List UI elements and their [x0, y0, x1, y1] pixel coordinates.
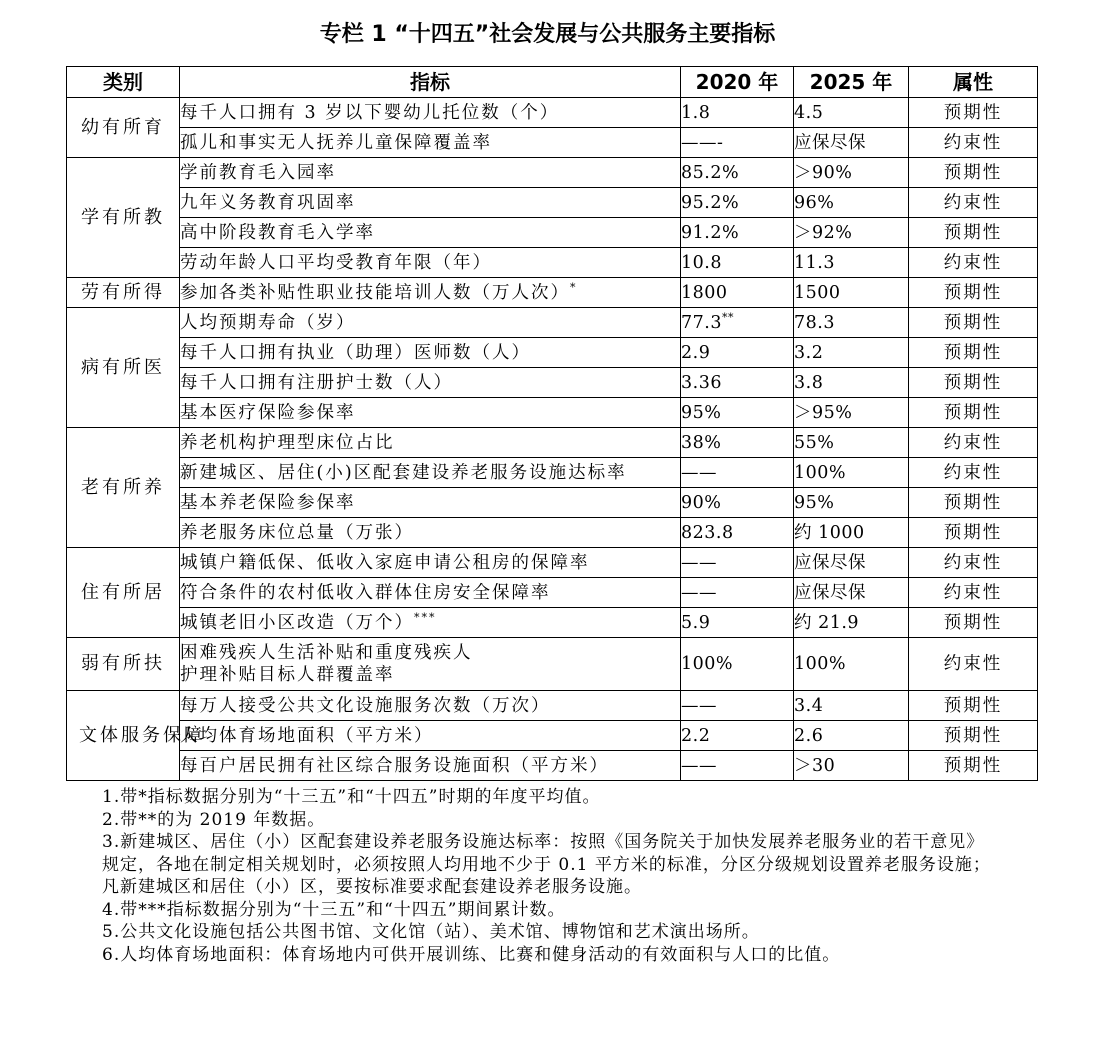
indicator-text: 参加各类补贴性职业技能培训人数（万人次） — [180, 282, 570, 303]
indicator-text: 每千人口拥有 3 岁以下婴幼儿托位数（个） — [180, 102, 560, 123]
value-2020: —— — [681, 462, 717, 483]
indicator-text: 困难残疾人生活补贴和重度残疾人 — [180, 643, 473, 663]
indicator-text: 基本医疗保险参保率 — [180, 402, 356, 423]
indicator-cell — [180, 721, 681, 751]
attribute-cell: 预期性 — [909, 98, 1038, 128]
category-cell: 文体服务保障 — [67, 691, 180, 781]
table-row — [67, 308, 1038, 338]
value-2020-cell — [681, 188, 794, 218]
table-row — [67, 398, 1038, 428]
indicator-cell — [180, 248, 681, 278]
value-2025: 100% — [794, 458, 909, 488]
indicator-text: 基本养老保险参保率 — [180, 492, 356, 513]
table-row — [67, 98, 1038, 128]
attribute-cell: 约束性 — [909, 578, 1038, 608]
table-row — [67, 751, 1038, 781]
table-row — [67, 188, 1038, 218]
footnote-mark: ** — [721, 310, 734, 324]
indicator-cell — [180, 638, 681, 691]
value-2020: 95.2% — [681, 192, 740, 213]
value-2025: 11.3 — [794, 248, 909, 278]
header-indicator: 指标 — [180, 67, 681, 98]
attribute-cell: 预期性 — [909, 751, 1038, 781]
indicator-cell — [180, 308, 681, 338]
indicator-text: 符合条件的农村低收入群体住房安全保障率 — [180, 582, 551, 603]
value-2020: 1.8 — [681, 102, 711, 123]
table-row — [67, 518, 1038, 548]
value-2020-cell — [681, 691, 794, 721]
value-2020: 91.2% — [681, 222, 740, 243]
attribute-cell: 约束性 — [909, 428, 1038, 458]
indicator-cell — [180, 488, 681, 518]
table-row — [67, 218, 1038, 248]
value-2025: 100% — [794, 638, 909, 691]
attribute-cell: 预期性 — [909, 368, 1038, 398]
indicator-cell — [180, 751, 681, 781]
attribute-cell: 预期性 — [909, 398, 1038, 428]
value-2020: ——- — [681, 132, 724, 153]
value-2025: 约 21.9 — [794, 608, 909, 638]
value-2020-cell — [681, 638, 794, 691]
value-2020: —— — [681, 755, 717, 776]
indicator-text-line2: 护理补贴目标人群覆盖率 — [180, 665, 395, 685]
value-2025: 应保尽保 — [794, 548, 909, 578]
value-2020-cell — [681, 338, 794, 368]
indicator-cell — [180, 368, 681, 398]
indicator-text: 每百户居民拥有社区综合服务设施面积（平方米） — [180, 755, 609, 776]
table-row — [67, 458, 1038, 488]
value-2020-cell — [681, 458, 794, 488]
table-row — [67, 158, 1038, 188]
value-2020: —— — [681, 582, 717, 603]
attribute-cell: 约束性 — [909, 188, 1038, 218]
category-cell: 老有所养 — [67, 428, 180, 548]
attribute-cell: 约束性 — [909, 548, 1038, 578]
value-2025: 4.5 — [794, 98, 909, 128]
value-2020: 823.8 — [681, 522, 734, 543]
value-2025: 55% — [794, 428, 909, 458]
value-2025: ＞90% — [794, 158, 909, 188]
table-body — [67, 98, 1038, 781]
value-2025: 2.6 — [794, 721, 909, 751]
category-cell: 学有所教 — [67, 158, 180, 278]
footnote: 5.公共文化设施包括公共图书馆、文化馆（站）、美术馆、博物馆和艺术演出场所。 — [102, 922, 760, 942]
value-2020: 90% — [681, 492, 722, 513]
footnote: 3.新建城区、居住（小）区配套建设养老服务设施达标率：按照《国务院关于加快发展养老服务业的若干意见》规定，各地在制定相关规划时，必须按照人均用地不少于 0.1 平方米的标准，分区分级规划设置养老服务设施；凡新建城区和居住（小）区，要按标准要求配套建设养老服务设施。 — [102, 832, 991, 897]
indicators-table — [66, 66, 1038, 781]
value-2020-cell — [681, 548, 794, 578]
footnote-mark: * — [570, 280, 578, 294]
value-2020-cell — [681, 751, 794, 781]
table-row — [67, 278, 1038, 308]
value-2020-cell — [681, 398, 794, 428]
table-row — [67, 338, 1038, 368]
category-cell: 劳有所得 — [67, 278, 180, 308]
value-2020-cell — [681, 518, 794, 548]
value-2020: 3.36 — [681, 372, 722, 393]
attribute-cell: 预期性 — [909, 338, 1038, 368]
header-2025: 2025 年 — [794, 67, 909, 98]
table-row — [67, 691, 1038, 721]
indicator-text: 养老机构护理型床位占比 — [180, 432, 395, 453]
category-cell: 幼有所育 — [67, 98, 180, 158]
header-row — [67, 67, 1038, 98]
attribute-cell: 预期性 — [909, 691, 1038, 721]
table-row — [67, 248, 1038, 278]
indicator-cell — [180, 691, 681, 721]
indicator-text: 劳动年龄人口平均受教育年限（年） — [180, 252, 492, 273]
table-row — [67, 578, 1038, 608]
value-2025: 1500 — [794, 278, 909, 308]
footnote: 1.带*指标数据分别为“十三五”和“十四五”时期的年度平均值。 — [102, 787, 601, 807]
value-2020: 85.2% — [681, 162, 740, 183]
indicator-cell — [180, 608, 681, 638]
footnotes — [102, 786, 1002, 966]
value-2025: 约 1000 — [794, 518, 909, 548]
indicator-cell — [180, 338, 681, 368]
indicator-text: 每千人口拥有执业（助理）医师数（人） — [180, 342, 531, 363]
attribute-cell: 预期性 — [909, 218, 1038, 248]
attribute-cell: 约束性 — [909, 248, 1038, 278]
value-2020: 5.9 — [681, 612, 711, 633]
attribute-cell: 预期性 — [909, 158, 1038, 188]
indicator-text: 养老服务床位总量（万张） — [180, 522, 414, 543]
value-2020-cell — [681, 128, 794, 158]
value-2025: ＞95% — [794, 398, 909, 428]
indicator-cell — [180, 278, 681, 308]
indicator-text: 人均体育场地面积（平方米） — [180, 725, 434, 746]
indicator-cell — [180, 218, 681, 248]
value-2020-cell — [681, 158, 794, 188]
table-row — [67, 488, 1038, 518]
table-title: 专栏 1 “十四五”社会发展与公共服务主要指标 — [319, 22, 776, 47]
table-row — [67, 638, 1038, 691]
indicator-text: 新建城区、居住(小)区配套建设养老服务设施达标率 — [180, 462, 627, 483]
value-2025: 3.8 — [794, 368, 909, 398]
value-2020-cell — [681, 278, 794, 308]
header-attribute: 属性 — [909, 67, 1038, 98]
value-2025: 78.3 — [794, 308, 909, 338]
value-2020: 77.3 — [681, 312, 722, 333]
table-row — [67, 368, 1038, 398]
indicator-cell — [180, 128, 681, 158]
table-row — [67, 608, 1038, 638]
attribute-cell: 约束性 — [909, 458, 1038, 488]
attribute-cell: 预期性 — [909, 488, 1038, 518]
indicator-text: 孤儿和事实无人抚养儿童保障覆盖率 — [180, 132, 492, 153]
value-2025: 96% — [794, 188, 909, 218]
indicator-text: 高中阶段教育毛入学率 — [180, 222, 375, 243]
indicator-cell — [180, 578, 681, 608]
footnote: 6.人均体育场地面积：体育场地内可供开展训练、比赛和健身活动的有效面积与人口的比值。 — [102, 944, 841, 965]
category-cell: 住有所居 — [67, 548, 180, 638]
attribute-cell: 预期性 — [909, 518, 1038, 548]
indicator-cell — [180, 518, 681, 548]
value-2020: 10.8 — [681, 252, 722, 273]
attribute-cell: 预期性 — [909, 608, 1038, 638]
value-2020: 2.2 — [681, 725, 711, 746]
value-2020: —— — [681, 695, 717, 716]
value-2020-cell — [681, 721, 794, 751]
indicator-text: 每万人接受公共文化设施服务次数（万次） — [180, 695, 551, 716]
header-2020: 2020 年 — [681, 67, 794, 98]
value-2020-cell — [681, 428, 794, 458]
value-2020-cell — [681, 608, 794, 638]
table-row — [67, 428, 1038, 458]
footnote: 2.带**的为 2019 年数据。 — [102, 809, 326, 830]
indicator-text: 人均预期寿命（岁） — [180, 312, 356, 333]
value-2020-cell — [681, 248, 794, 278]
value-2020-cell — [681, 98, 794, 128]
value-2020: 100% — [681, 654, 734, 674]
value-2020-cell — [681, 218, 794, 248]
value-2020: —— — [681, 552, 717, 573]
value-2025: 应保尽保 — [794, 128, 909, 158]
attribute-cell: 预期性 — [909, 278, 1038, 308]
table-row — [67, 548, 1038, 578]
attribute-cell: 约束性 — [909, 638, 1038, 691]
indicator-text: 学前教育毛入园率 — [180, 162, 336, 183]
table-row — [67, 128, 1038, 158]
value-2020-cell — [681, 308, 794, 338]
attribute-cell: 约束性 — [909, 128, 1038, 158]
value-2020: 38% — [681, 432, 722, 453]
value-2025: ＞92% — [794, 218, 909, 248]
indicator-cell — [180, 158, 681, 188]
table-row — [67, 721, 1038, 751]
indicator-text: 城镇户籍低保、低收入家庭申请公租房的保障率 — [180, 552, 590, 573]
attribute-cell: 预期性 — [909, 721, 1038, 751]
value-2020-cell — [681, 368, 794, 398]
value-2025: 3.4 — [794, 691, 909, 721]
value-2020: 2.9 — [681, 342, 711, 363]
value-2020: 95% — [681, 402, 722, 423]
category-cell: 病有所医 — [67, 308, 180, 428]
indicator-cell — [180, 548, 681, 578]
indicator-text: 每千人口拥有注册护士数（人） — [180, 372, 453, 393]
value-2025: 应保尽保 — [794, 578, 909, 608]
indicator-cell — [180, 428, 681, 458]
indicator-text: 城镇老旧小区改造（万个） — [180, 612, 414, 633]
footnote: 4.带***指标数据分别为“十三五”和“十四五”期间累计数。 — [102, 899, 566, 920]
value-2020: 1800 — [681, 282, 728, 303]
indicator-cell — [180, 98, 681, 128]
value-2025: 95% — [794, 488, 909, 518]
category-cell: 弱有所扶 — [67, 638, 180, 691]
value-2025: ＞30 — [794, 751, 909, 781]
header-category: 类别 — [67, 67, 180, 98]
footnote-mark: *** — [414, 610, 437, 624]
indicator-cell — [180, 398, 681, 428]
indicator-cell — [180, 458, 681, 488]
value-2020-cell — [681, 488, 794, 518]
value-2025: 3.2 — [794, 338, 909, 368]
indicator-cell — [180, 188, 681, 218]
attribute-cell: 预期性 — [909, 308, 1038, 338]
value-2020-cell — [681, 578, 794, 608]
indicator-text: 九年义务教育巩固率 — [180, 192, 356, 213]
